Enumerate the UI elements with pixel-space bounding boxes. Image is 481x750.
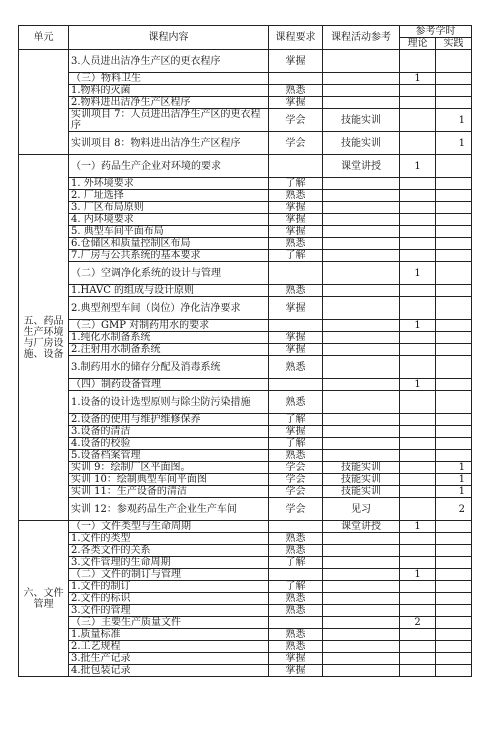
content-cell: 2.设备的使用与维护维修保养 <box>69 414 269 426</box>
theory-hours-cell <box>400 641 436 653</box>
requirement-cell: 学会 <box>269 132 323 155</box>
practice-hours-cell <box>436 356 472 379</box>
activity-cell <box>323 391 400 414</box>
table-row <box>19 155 472 178</box>
content-cell: 6.仓储区和质量控制区布局 <box>69 238 269 250</box>
theory-hours-cell <box>400 85 436 97</box>
practice-hours-cell <box>436 581 472 593</box>
unit-cell: 六、文件管理 <box>19 521 69 677</box>
table-row <box>19 653 472 665</box>
table-row <box>19 214 472 226</box>
practice-hours-cell: 1 <box>436 462 472 474</box>
theory-hours-cell <box>400 557 436 569</box>
practice-hours-cell <box>436 426 472 438</box>
activity-cell <box>323 250 400 262</box>
practice-hours-cell <box>436 250 472 262</box>
content-cell: 1.HAVC 的组成与设计原则 <box>69 285 269 297</box>
practice-hours-cell <box>436 617 472 629</box>
table-row <box>19 109 472 132</box>
activity-cell <box>323 320 400 332</box>
requirement-cell: 掌握 <box>269 297 323 320</box>
requirement-cell <box>269 521 323 533</box>
theory-hours-cell <box>400 202 436 214</box>
theory-hours-cell <box>400 426 436 438</box>
theory-hours-cell: 1 <box>400 320 436 332</box>
requirement-cell <box>269 320 323 332</box>
content-cell: （二）空调净化系统的设计与管理 <box>69 262 269 285</box>
practice-hours-cell <box>436 569 472 581</box>
activity-cell <box>323 285 400 297</box>
content-cell: （四）制药设备管理 <box>69 379 269 391</box>
theory-hours-cell <box>400 226 436 238</box>
activity-cell <box>323 262 400 285</box>
content-cell: 2.典型剂型车间（岗位）净化洁净要求 <box>69 297 269 320</box>
practice-hours-cell <box>436 533 472 545</box>
requirement-cell: 掌握 <box>269 97 323 109</box>
practice-hours-cell <box>436 155 472 178</box>
activity-cell <box>323 617 400 629</box>
table-row <box>19 617 472 629</box>
table-row <box>19 641 472 653</box>
practice-hours-cell <box>436 450 472 462</box>
table-row <box>19 50 472 73</box>
table-row <box>19 557 472 569</box>
theory-hours-cell <box>400 356 436 379</box>
table-row <box>19 629 472 641</box>
requirement-cell: 掌握 <box>269 214 323 226</box>
practice-hours-cell <box>436 557 472 569</box>
header-unit: 单元 <box>19 26 69 50</box>
theory-hours-cell <box>400 629 436 641</box>
theory-hours-cell <box>400 214 436 226</box>
requirement-cell: 了解 <box>269 250 323 262</box>
table-row <box>19 97 472 109</box>
theory-hours-cell <box>400 438 436 450</box>
requirement-cell: 掌握 <box>269 426 323 438</box>
activity-cell <box>323 629 400 641</box>
practice-hours-cell <box>436 379 472 391</box>
practice-hours-cell <box>436 50 472 73</box>
content-cell: 3.文件管理的生命周期 <box>69 557 269 569</box>
content-cell: 4.批包装记录 <box>69 665 269 677</box>
course-syllabus-table <box>18 25 472 677</box>
content-cell: （三）GMP 对制药用水的要求 <box>69 320 269 332</box>
activity-cell <box>323 332 400 344</box>
content-cell: 实训项目 7：人员进出洁净生产区的更衣程序 <box>69 109 269 132</box>
practice-hours-cell <box>436 202 472 214</box>
activity-cell <box>323 202 400 214</box>
theory-hours-cell <box>400 190 436 202</box>
unit-cell <box>19 50 69 155</box>
requirement-cell: 熟悉 <box>269 593 323 605</box>
content-cell: 3.文件的管理 <box>69 605 269 617</box>
activity-cell <box>323 581 400 593</box>
theory-hours-cell <box>400 132 436 155</box>
activity-cell <box>323 450 400 462</box>
activity-cell <box>323 356 400 379</box>
content-cell: 1.文件的类型 <box>69 533 269 545</box>
requirement-cell: 掌握 <box>269 665 323 677</box>
requirement-cell: 学会 <box>269 486 323 498</box>
activity-cell: 技能实训 <box>323 474 400 486</box>
practice-hours-cell <box>436 344 472 356</box>
requirement-cell: 熟悉 <box>269 605 323 617</box>
table-row <box>19 379 472 391</box>
requirement-cell: 掌握 <box>269 332 323 344</box>
practice-hours-cell <box>436 641 472 653</box>
practice-hours-cell <box>436 521 472 533</box>
table-row <box>19 426 472 438</box>
theory-hours-cell <box>400 533 436 545</box>
activity-cell <box>323 297 400 320</box>
requirement-cell: 学会 <box>269 462 323 474</box>
table-row <box>19 414 472 426</box>
content-cell: 2. 厂址选择 <box>69 190 269 202</box>
activity-cell <box>323 414 400 426</box>
requirement-cell: 熟悉 <box>269 545 323 557</box>
activity-cell <box>323 379 400 391</box>
requirement-cell: 学会 <box>269 474 323 486</box>
theory-hours-cell <box>400 414 436 426</box>
table-row <box>19 391 472 414</box>
header-requirement: 课程要求 <box>269 26 323 50</box>
theory-hours-cell <box>400 178 436 190</box>
table-row <box>19 533 472 545</box>
practice-hours-cell <box>436 297 472 320</box>
theory-hours-cell <box>400 545 436 557</box>
practice-hours-cell <box>436 414 472 426</box>
table-row <box>19 202 472 214</box>
content-cell: 2.各类文件的关系 <box>69 545 269 557</box>
requirement-cell <box>269 617 323 629</box>
practice-hours-cell <box>436 262 472 285</box>
header-hours: 参考学时 <box>400 26 472 38</box>
header-activity: 课程活动参考 <box>323 26 400 50</box>
requirement-cell: 熟悉 <box>269 450 323 462</box>
practice-hours-cell <box>436 665 472 677</box>
requirement-cell <box>269 155 323 178</box>
table-row <box>19 226 472 238</box>
activity-cell: 技能实训 <box>323 109 400 132</box>
content-cell: （三）物料卫生 <box>69 73 269 85</box>
practice-hours-cell: 1 <box>436 486 472 498</box>
activity-cell <box>323 665 400 677</box>
requirement-cell: 了解 <box>269 178 323 190</box>
requirement-cell: 掌握 <box>269 344 323 356</box>
practice-hours-cell <box>436 545 472 557</box>
requirement-cell: 熟悉 <box>269 190 323 202</box>
activity-cell <box>323 73 400 85</box>
practice-hours-cell <box>436 190 472 202</box>
content-cell: （二）文件的制订与管理 <box>69 569 269 581</box>
requirement-cell: 熟悉 <box>269 85 323 97</box>
header-practice: 实践 <box>436 38 472 50</box>
activity-cell <box>323 344 400 356</box>
activity-cell: 课堂讲授 <box>323 155 400 178</box>
theory-hours-cell: 1 <box>400 521 436 533</box>
requirement-cell: 了解 <box>269 438 323 450</box>
content-cell: 1.质量标准 <box>69 629 269 641</box>
theory-hours-cell: 1 <box>400 262 436 285</box>
activity-cell <box>323 438 400 450</box>
activity-cell <box>323 593 400 605</box>
requirement-cell: 熟悉 <box>269 238 323 250</box>
table-row <box>19 521 472 533</box>
theory-hours-cell <box>400 332 436 344</box>
table-row <box>19 665 472 677</box>
table-row <box>19 462 472 474</box>
activity-cell <box>323 214 400 226</box>
activity-cell: 见习 <box>323 498 400 521</box>
table-row <box>19 605 472 617</box>
practice-hours-cell <box>436 332 472 344</box>
theory-hours-cell <box>400 653 436 665</box>
theory-hours-cell <box>400 462 436 474</box>
activity-cell <box>323 238 400 250</box>
activity-cell: 课堂讲授 <box>323 521 400 533</box>
practice-hours-cell <box>436 593 472 605</box>
content-cell: （一）药品生产企业对环境的要求 <box>69 155 269 178</box>
content-cell: 实训 9：绘制厂区平面图。 <box>69 462 269 474</box>
theory-hours-cell <box>400 581 436 593</box>
theory-hours-cell <box>400 109 436 132</box>
activity-cell <box>323 641 400 653</box>
table-row <box>19 285 472 297</box>
content-cell: 5.设备档案管理 <box>69 450 269 462</box>
content-cell: 1.设备的设计选型原则与除尘防污染措施 <box>69 391 269 414</box>
practice-hours-cell <box>436 85 472 97</box>
header-theory: 理论 <box>400 38 436 50</box>
requirement-cell: 熟悉 <box>269 356 323 379</box>
content-cell: 5. 典型车间平面布局 <box>69 226 269 238</box>
requirement-cell: 了解 <box>269 581 323 593</box>
table-row <box>19 85 472 97</box>
activity-cell <box>323 557 400 569</box>
theory-hours-cell <box>400 450 436 462</box>
syllabus-body <box>19 50 472 677</box>
requirement-cell: 了解 <box>269 414 323 426</box>
activity-cell <box>323 190 400 202</box>
table-row <box>19 474 472 486</box>
content-cell: 3.人员进出洁净生产区的更衣程序 <box>69 50 269 73</box>
practice-hours-cell <box>436 73 472 85</box>
requirement-cell: 了解 <box>269 557 323 569</box>
theory-hours-cell <box>400 250 436 262</box>
practice-hours-cell <box>436 97 472 109</box>
table-row <box>19 132 472 155</box>
theory-hours-cell: 1 <box>400 379 436 391</box>
content-cell: 1. 外环境要求 <box>69 178 269 190</box>
content-cell: 2.工艺规程 <box>69 641 269 653</box>
activity-cell <box>323 653 400 665</box>
theory-hours-cell <box>400 238 436 250</box>
table-row <box>19 73 472 85</box>
content-cell: 实训项目 8：物料进出洁净生产区程序 <box>69 132 269 155</box>
table-row <box>19 344 472 356</box>
table-row <box>19 438 472 450</box>
table-row <box>19 569 472 581</box>
practice-hours-cell <box>436 605 472 617</box>
theory-hours-cell: 1 <box>400 73 436 85</box>
table-row <box>19 250 472 262</box>
activity-cell <box>323 426 400 438</box>
requirement-cell: 熟悉 <box>269 391 323 414</box>
activity-cell <box>323 545 400 557</box>
requirement-cell <box>269 569 323 581</box>
requirement-cell <box>269 73 323 85</box>
content-cell: 2.注射用水制备系统 <box>69 344 269 356</box>
activity-cell <box>323 178 400 190</box>
content-cell: （一）文件类型与生命周期 <box>69 521 269 533</box>
theory-hours-cell <box>400 605 436 617</box>
theory-hours-cell: 2 <box>400 617 436 629</box>
requirement-cell: 熟悉 <box>269 629 323 641</box>
activity-cell: 技能实训 <box>323 462 400 474</box>
table-row <box>19 450 472 462</box>
content-cell: 3. 厂区布局原则 <box>69 202 269 214</box>
activity-cell: 技能实训 <box>323 486 400 498</box>
requirement-cell: 学会 <box>269 498 323 521</box>
content-cell: （三）主要生产质量文件 <box>69 617 269 629</box>
practice-hours-cell <box>436 653 472 665</box>
theory-hours-cell <box>400 593 436 605</box>
theory-hours-cell <box>400 474 436 486</box>
table-row <box>19 332 472 344</box>
content-cell: 3.批生产记录 <box>69 653 269 665</box>
table-row <box>19 238 472 250</box>
requirement-cell: 熟悉 <box>269 533 323 545</box>
activity-cell <box>323 569 400 581</box>
content-cell: 实训 12：参观药品生产企业生产车间 <box>69 498 269 521</box>
practice-hours-cell <box>436 178 472 190</box>
practice-hours-cell: 1 <box>436 132 472 155</box>
practice-hours-cell <box>436 285 472 297</box>
unit-cell: 五、药品生产环境与厂房设施、设备 <box>19 155 69 521</box>
activity-cell <box>323 50 400 73</box>
table-row <box>19 356 472 379</box>
theory-hours-cell <box>400 285 436 297</box>
requirement-cell <box>269 262 323 285</box>
table-row <box>19 178 472 190</box>
theory-hours-cell <box>400 486 436 498</box>
content-cell: 2.物料进出洁净生产区程序 <box>69 97 269 109</box>
activity-cell <box>323 605 400 617</box>
practice-hours-cell <box>436 214 472 226</box>
content-cell: 实训 10：绘制典型车间平面图 <box>69 474 269 486</box>
activity-cell: 技能实训 <box>323 132 400 155</box>
theory-hours-cell <box>400 344 436 356</box>
requirement-cell: 学会 <box>269 109 323 132</box>
practice-hours-cell <box>436 391 472 414</box>
theory-hours-cell: 1 <box>400 155 436 178</box>
table-row <box>19 593 472 605</box>
table-row <box>19 297 472 320</box>
requirement-cell: 熟悉 <box>269 641 323 653</box>
practice-hours-cell: 1 <box>436 474 472 486</box>
content-cell: 实训 11：生产设备的清洁 <box>69 486 269 498</box>
practice-hours-cell <box>436 320 472 332</box>
practice-hours-cell <box>436 629 472 641</box>
table-row <box>19 498 472 521</box>
practice-hours-cell: 2 <box>436 498 472 521</box>
content-cell: 2.文件的标识 <box>69 593 269 605</box>
requirement-cell: 掌握 <box>269 50 323 73</box>
table-row <box>19 581 472 593</box>
requirement-cell <box>269 379 323 391</box>
table-row <box>19 486 472 498</box>
theory-hours-cell: 1 <box>400 569 436 581</box>
content-cell: 7.厂房与公共系统的基本要求 <box>69 250 269 262</box>
activity-cell <box>323 226 400 238</box>
theory-hours-cell <box>400 97 436 109</box>
theory-hours-cell <box>400 50 436 73</box>
table-row <box>19 262 472 285</box>
content-cell: 3.制药用水的储存分配及消毒系统 <box>69 356 269 379</box>
content-cell: 1.纯化水制备系统 <box>69 332 269 344</box>
table-row <box>19 545 472 557</box>
theory-hours-cell <box>400 665 436 677</box>
requirement-cell: 熟悉 <box>269 285 323 297</box>
requirement-cell: 掌握 <box>269 202 323 214</box>
content-cell: 4. 内环境要求 <box>69 214 269 226</box>
theory-hours-cell <box>400 391 436 414</box>
practice-hours-cell <box>436 226 472 238</box>
practice-hours-cell <box>436 238 472 250</box>
activity-cell <box>323 533 400 545</box>
table-row <box>19 190 472 202</box>
activity-cell <box>323 85 400 97</box>
theory-hours-cell <box>400 297 436 320</box>
theory-hours-cell <box>400 498 436 521</box>
content-cell: 1.物料的灭菌 <box>69 85 269 97</box>
activity-cell <box>323 97 400 109</box>
requirement-cell: 掌握 <box>269 226 323 238</box>
content-cell: 4.设备的校验 <box>69 438 269 450</box>
practice-hours-cell: 1 <box>436 109 472 132</box>
practice-hours-cell <box>436 438 472 450</box>
requirement-cell: 掌握 <box>269 653 323 665</box>
header-content: 课程内容 <box>69 26 269 50</box>
content-cell: 1.文件的制订 <box>69 581 269 593</box>
content-cell: 3.设备的清洁 <box>69 426 269 438</box>
table-row <box>19 320 472 332</box>
